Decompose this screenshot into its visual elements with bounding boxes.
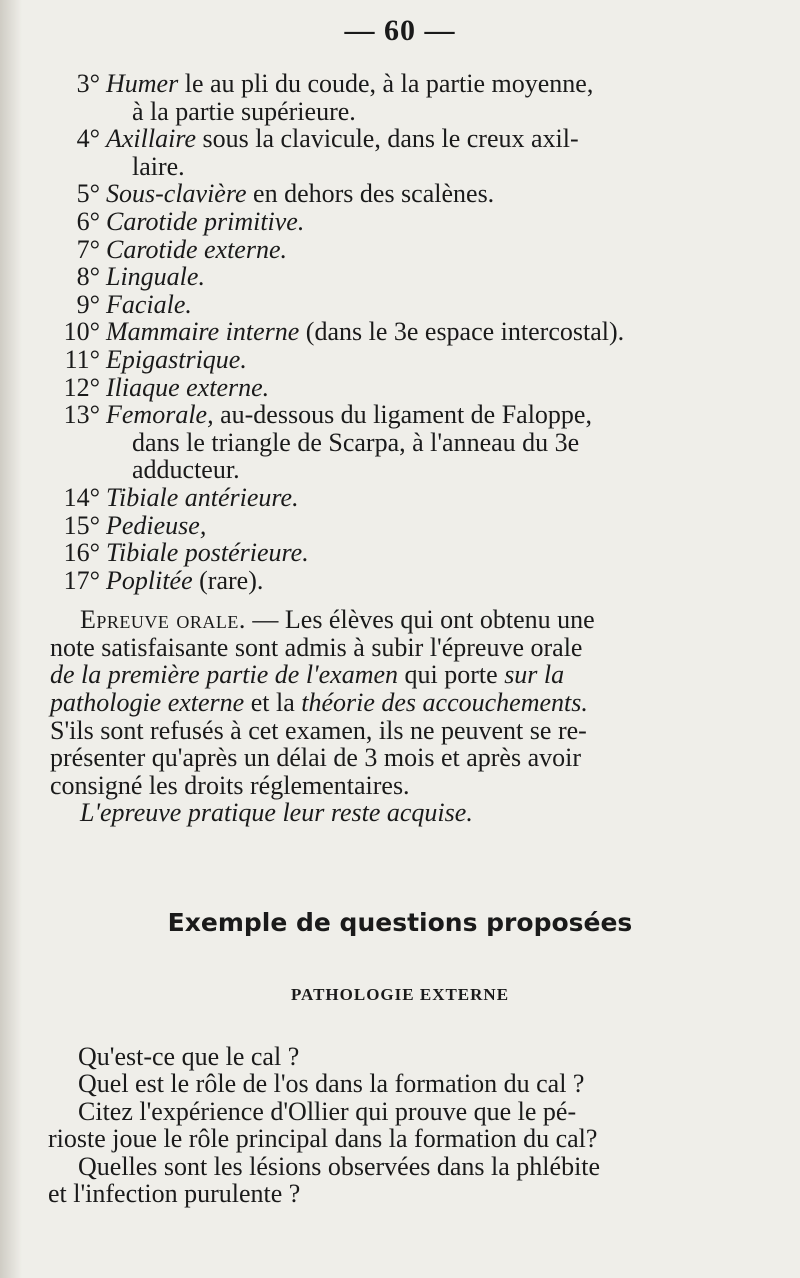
list-item: 10° Mammaire interne (dans le 3e espace intercostal). [63, 317, 625, 347]
list-item: 7° Carotide externe. [76, 234, 287, 264]
list-item: 12° Iliaque externe. [63, 372, 270, 402]
page-number: — 60 — [344, 14, 456, 47]
list-item: 4° Axillaire sous la clavicule, dans le creux axil- [76, 124, 579, 154]
questions-list [48, 1043, 738, 1207]
question-line: Quel est le rôle de l'os dans la formation du cal ? [78, 1069, 585, 1099]
list-item: 3° Humer le au pli du coude, à la partie moyenne, [76, 69, 594, 98]
list-item: 5° Sous-clavière en dehors des scalènes. [76, 179, 495, 209]
list-item-continuation: à la partie supérieure. [132, 96, 356, 126]
artery-list [50, 70, 740, 827]
section-heading: Exemple de questions proposées [167, 908, 633, 937]
oral-exam-title: Epreuve orale. [80, 605, 246, 635]
question-line: Quelles sont les lésions observées dans la phlébite [78, 1151, 601, 1181]
question-line: Qu'est-ce que le cal ? [78, 1042, 300, 1071]
list-item: 16° Tibiale postérieure. [63, 538, 309, 568]
question-line: et l'infection purulente ? [48, 1179, 301, 1209]
list-item: 13° Femorale, au-dessous du ligament de Faloppe, [63, 400, 592, 430]
list-item: 6° Carotide primitive. [76, 206, 305, 236]
oral-exam-paragraph: Epreuve orale. — Les élèves qui ont obtenu une note satisfaisante sont admis à subir l'épreuve orale de la première partie de l'examen qui porte sur la pathologie externe et la théorie des accouchements. S'ils sont refusés à cet examen, ils ne peuvent se re- présenter qu'après un délai de 3 mois et après avoir consigné les droits réglementaires. L'epreuve pratique leur reste acquise. [50, 605, 595, 828]
section-subheading: PATHOLOGIE EXTERNE [290, 985, 510, 1004]
list-item: 15° Pedieuse, [63, 510, 207, 540]
question-line: Citez l'expérience d'Ollier qui prouve que le pé- [78, 1096, 577, 1126]
question-line: rioste joue le rôle principal dans la formation du cal? [48, 1124, 598, 1154]
list-item: 14° Tibiale antérieure. [63, 482, 299, 512]
list-item: 9° Faciale. [76, 289, 192, 319]
page-gutter-shadow [0, 0, 22, 1278]
list-item: 17° Poplitée (rare). [63, 565, 264, 595]
list-item-continuation: adducteur. [132, 455, 240, 485]
list-item: 11° Epigastrique. [64, 344, 247, 374]
list-item: 8° Linguale. [76, 262, 205, 292]
list-item-continuation: dans le triangle de Scarpa, à l'anneau du 3e [132, 427, 580, 457]
list-item-continuation: laire. [132, 151, 185, 181]
